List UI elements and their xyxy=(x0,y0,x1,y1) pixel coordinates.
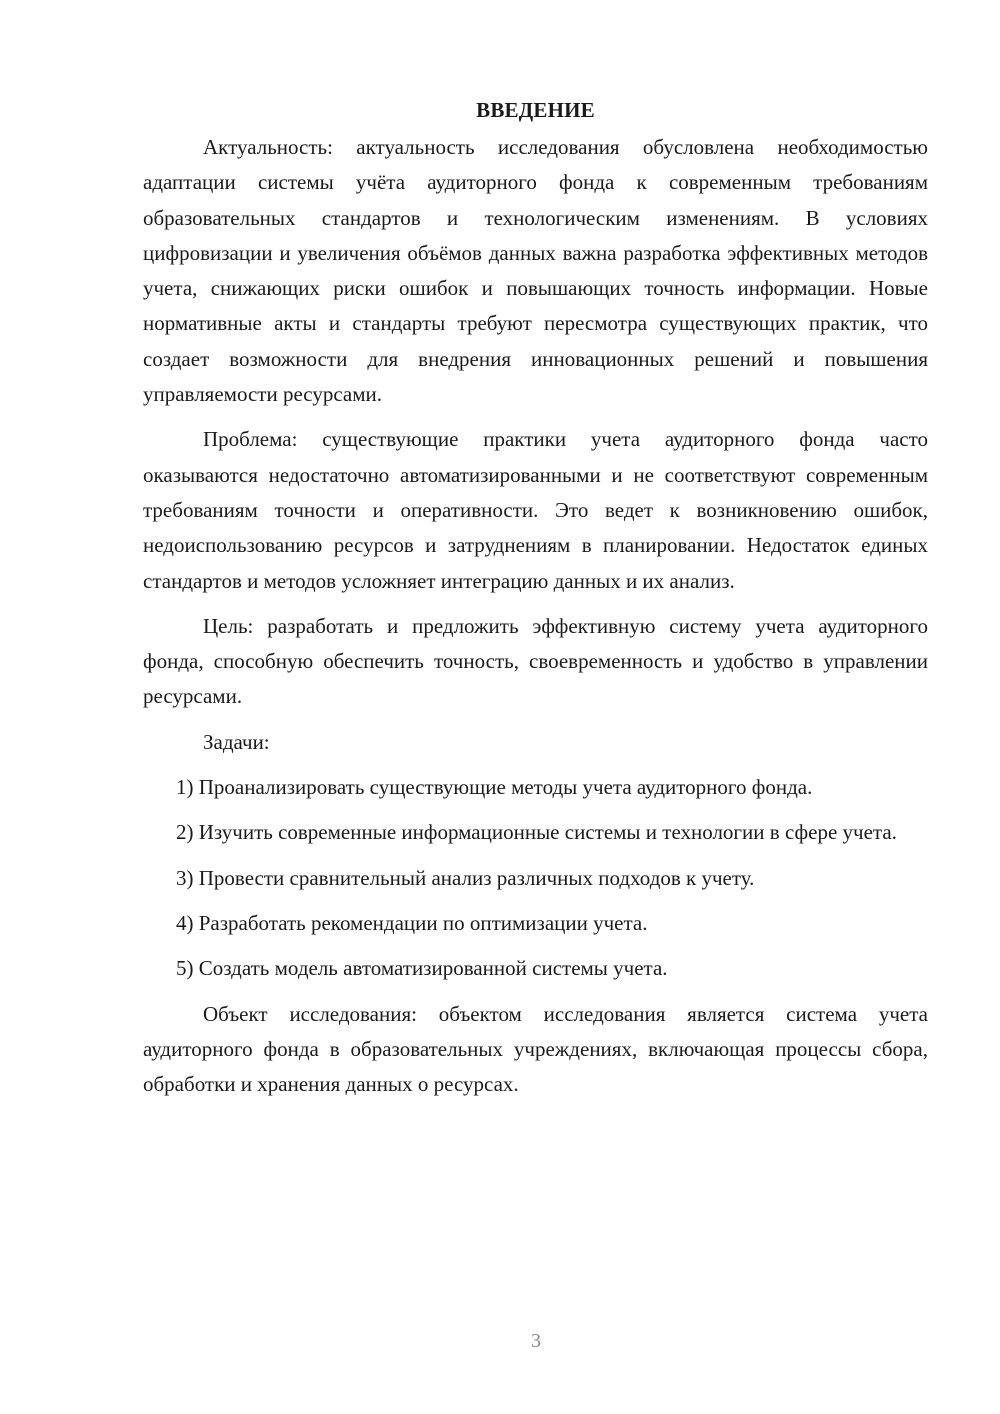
list-item: 4) Разработать рекомендации по оптимизации учета. xyxy=(176,910,648,935)
list-item: 2) Изучить современные информационные системы и технологии в сфере учета. xyxy=(176,820,897,845)
page-number: 3 xyxy=(531,1330,541,1352)
paragraph-relevance: Актуальность: актуальность исследования обусловлена необходимостью адаптации системы учёта аудиторного фонда к современным требованиям образовательных стандартов и технологическим изменениям. В условиях цифровизации и увеличения объёмов данных важна разработка эффективных методов учета, снижающих риски ошибок и повышающих точность информации. Новые нормативные акты и стандарты требуют пересмотра существующих практик, что создает возможности для внедрения инновационных решений и повышения управляемости ресурсами. xyxy=(143,135,928,407)
paragraph-object: Объект исследования: объектом исследования является система учета аудиторного фонда в образовательных учреждениях, включающая процессы сбора, обработки и хранения данных о ресурсах. xyxy=(143,1001,928,1097)
list-item: 3) Провести сравнительный анализ различных подходов к учету. xyxy=(176,865,755,890)
tasks-heading: Задачи: xyxy=(203,729,270,754)
page-title: ВВЕДЕНИЕ xyxy=(476,98,595,122)
list-item: 1) Проанализировать существующие методы учета аудиторного фонда. xyxy=(176,775,813,800)
document-page xyxy=(143,92,928,1112)
paragraph-goal: Цель: разработать и предложить эффективную систему учета аудиторного фонда, способную обеспечить точность, своевременность и удобство в управлении ресурсами. xyxy=(143,613,928,709)
list-item: 5) Создать модель автоматизированной системы учета. xyxy=(176,956,668,981)
paragraph-problem: Проблема: существующие практики учета аудиторного фонда часто оказываются недостаточно автоматизированными и не соответствуют современным требованиям точности и оперативности. Это ведет к возникновению ошибок, недоиспользованию ресурсов и затруднениям в планировании. Недостаток единых стандартов и методов усложняет интеграцию данных и их анализ. xyxy=(143,427,928,593)
